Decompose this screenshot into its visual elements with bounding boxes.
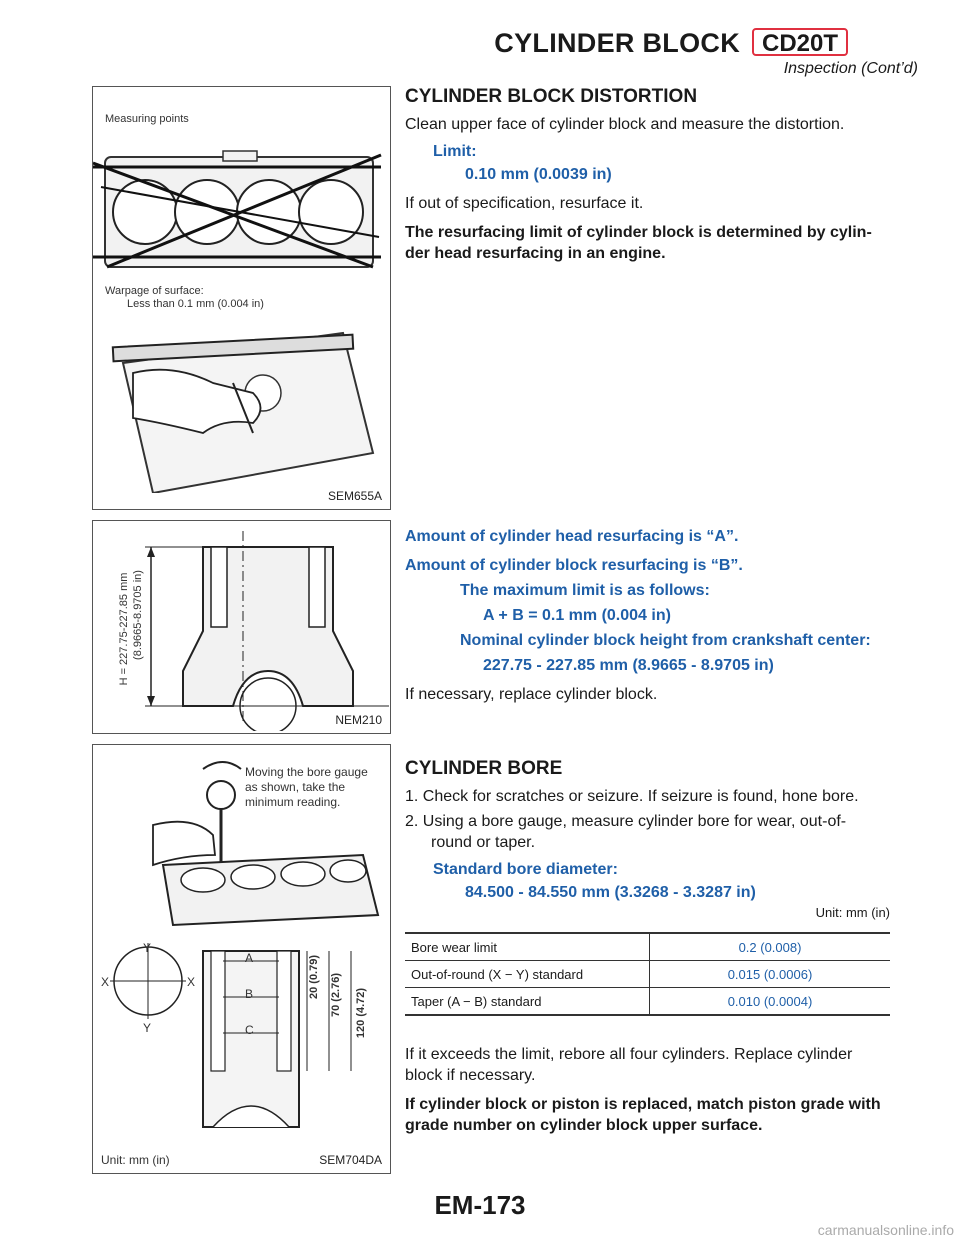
block-top-illustration bbox=[93, 127, 389, 287]
table-cell-item: Taper (A − B) standard bbox=[405, 988, 650, 1016]
bore-section bbox=[405, 758, 890, 1136]
bore-measurement-diagram bbox=[93, 935, 389, 1140]
table-cell-value: 0.015 (0.0006) bbox=[650, 961, 891, 988]
distortion-limit-value: 0.10 mm (0.0039 in) bbox=[465, 166, 612, 183]
bore-heading: CYLINDER BORE bbox=[405, 758, 563, 779]
figure-unit-label: Unit: mm (in) bbox=[101, 1153, 170, 1167]
axis-label-y-bottom: Y bbox=[143, 1021, 152, 1035]
dimension-20: 20 (0.79) bbox=[308, 954, 320, 1000]
axis-label-x-left: X bbox=[101, 975, 110, 989]
bore-grade-2: grade number on cylinder block upper surface. bbox=[405, 1117, 763, 1134]
bore-exceed-2: block if necessary. bbox=[405, 1067, 536, 1084]
level-label-b: B bbox=[245, 987, 254, 1001]
bore-step-2a: 2. Using a bore gauge, measure cylinder bore for wear, out-of- bbox=[405, 813, 847, 830]
distortion-note-2: der head resurfacing in an engine. bbox=[405, 245, 666, 262]
resurfacing-section bbox=[405, 526, 890, 705]
bore-gauge-caption-3: minimum reading. bbox=[245, 795, 341, 809]
engine-badge: CD20T bbox=[752, 28, 848, 56]
figure-cylinder-bore bbox=[92, 744, 391, 1174]
resurfacing-nominal-value: 227.75 - 227.85 mm (8.9665 - 8.9705 in) bbox=[483, 657, 774, 674]
axis-label-x-right: X bbox=[187, 975, 196, 989]
level-label-a: A bbox=[245, 951, 254, 965]
bore-exceed-1: If it exceeds the limit, rebore all four cylinders. Replace cylinder bbox=[405, 1046, 853, 1063]
bore-grade-1: If cylinder block or piston is replaced, match piston grade with bbox=[405, 1096, 881, 1113]
table-cell-value: 0.2 (0.008) bbox=[650, 933, 891, 961]
table-row bbox=[405, 961, 890, 988]
figure-label-measuring-points: Measuring points bbox=[105, 113, 189, 125]
bore-gauge-caption-1: Moving the bore gauge bbox=[245, 765, 368, 779]
figure-block-distortion bbox=[92, 86, 391, 510]
axis-label-y-top: Y bbox=[143, 941, 152, 955]
distortion-out-of-spec: If out of specification, resurface it. bbox=[405, 195, 644, 212]
figure-code-sem704da: SEM704DA bbox=[319, 1153, 382, 1167]
figure-label-warpage-value: Less than 0.1 mm (0.004 in) bbox=[127, 298, 264, 310]
distortion-note-1: The resurfacing limit of cylinder block is determined by cylin- bbox=[405, 224, 872, 241]
dimension-120: 120 (4.72) bbox=[355, 987, 367, 1039]
resurfacing-line-b: Amount of cylinder block resurfacing is “B”. bbox=[405, 557, 743, 574]
resurfacing-nominal-label: Nominal cylinder block height from crankshaft center: bbox=[460, 632, 871, 649]
section-title: CYLINDER BLOCK bbox=[494, 28, 740, 58]
distortion-section bbox=[405, 86, 890, 264]
bore-std-label: Standard bore diameter: bbox=[433, 861, 618, 878]
resurfacing-max-value: A + B = 0.1 mm (0.004 in) bbox=[483, 607, 671, 624]
table-row bbox=[405, 933, 890, 961]
table-cell-item: Out-of-round (X − Y) standard bbox=[405, 961, 650, 988]
figure-block-height bbox=[92, 520, 391, 734]
resurfacing-max-label: The maximum limit is as follows: bbox=[460, 582, 710, 599]
resurfacing-line-a: Amount of cylinder head resurfacing is “A”. bbox=[405, 528, 739, 545]
resurfacing-replace: If necessary, replace cylinder block. bbox=[405, 686, 658, 703]
watermark: carmanualsonline.info bbox=[817, 1222, 954, 1238]
bore-step-2b: round or taper. bbox=[431, 834, 536, 851]
height-dimension-label: H = 227.75-227.85 mm bbox=[118, 572, 130, 686]
bore-gauge-illustration bbox=[93, 745, 389, 930]
distortion-limit-label: Limit: bbox=[433, 143, 477, 160]
page-number: EM-173 bbox=[434, 1190, 526, 1220]
figure-label-warpage: Warpage of surface: bbox=[105, 285, 204, 297]
straightedge-measurement-illustration bbox=[93, 323, 389, 493]
figure-code-sem655a: SEM655A bbox=[327, 489, 382, 503]
bore-std-value: 84.500 - 84.550 mm (3.3268 - 3.3287 in) bbox=[465, 884, 756, 901]
table-cell-value: 0.010 (0.0004) bbox=[650, 988, 891, 1016]
bore-step-1: 1. Check for scratches or seizure. If seizure is found, hone bore. bbox=[405, 788, 859, 805]
bore-spec-table bbox=[405, 932, 890, 1016]
distortion-heading: CYLINDER BLOCK DISTORTION bbox=[405, 86, 698, 107]
table-row bbox=[405, 988, 890, 1016]
distortion-intro: Clean upper face of cylinder block and measure the distortion. bbox=[405, 116, 845, 133]
figure-code-nem210: NEM210 bbox=[335, 713, 382, 727]
bore-unit-note: Unit: mm (in) bbox=[815, 905, 890, 920]
level-label-c: C bbox=[245, 1023, 254, 1037]
table-cell-item: Bore wear limit bbox=[405, 933, 650, 961]
height-dimension-label-in: (8.9665-8.9705 in) bbox=[132, 570, 144, 660]
section-subtitle: Inspection (Cont’d) bbox=[783, 60, 918, 77]
dimension-70: 70 (2.76) bbox=[330, 972, 342, 1018]
bore-gauge-caption-2: as shown, take the bbox=[245, 780, 346, 794]
